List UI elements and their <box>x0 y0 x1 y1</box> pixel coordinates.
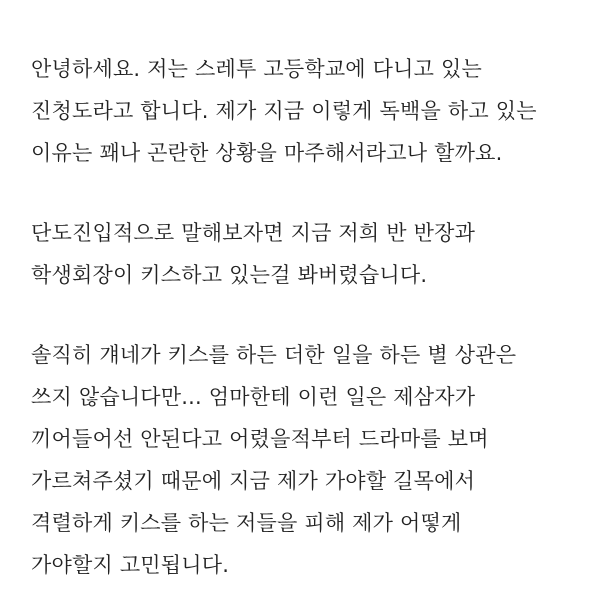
paragraph-2 <box>31 212 591 296</box>
text-line: 쓰지 않습니다만... 엄마한테 이런 일은 제삼자가 <box>31 385 476 409</box>
story-text <box>31 48 591 600</box>
paragraph-3 <box>31 334 591 586</box>
text-line: 진청도라고 합니다. 제가 지금 이렇게 독백을 하고 있는 <box>31 99 537 123</box>
text-line: 솔직히 걔네가 키스를 하든 더한 일을 하든 별 상관은 <box>31 343 517 367</box>
text-line: 가야할지 고민됩니다. <box>31 553 230 577</box>
text-line: 학생회장이 키스하고 있는걸 봐버렸습니다. <box>31 263 428 287</box>
text-line: 끼어들어선 안된다고 어렸을적부터 드라마를 보며 <box>31 427 489 451</box>
text-line: 안녕하세요. 저는 스레투 고등학교에 다니고 있는 <box>31 57 482 81</box>
text-line: 격렬하게 키스를 하는 저들을 피해 제가 어떻게 <box>31 511 462 535</box>
text-line: 이유는 꽤나 곤란한 상황을 마주해서라고나 할까요. <box>31 141 503 165</box>
paragraph-1 <box>31 48 591 174</box>
text-line: 단도진입적으로 말해보자면 지금 저희 반 반장과 <box>31 221 476 245</box>
text-line: 가르쳐주셨기 때문에 지금 제가 가야할 길목에서 <box>31 469 476 493</box>
